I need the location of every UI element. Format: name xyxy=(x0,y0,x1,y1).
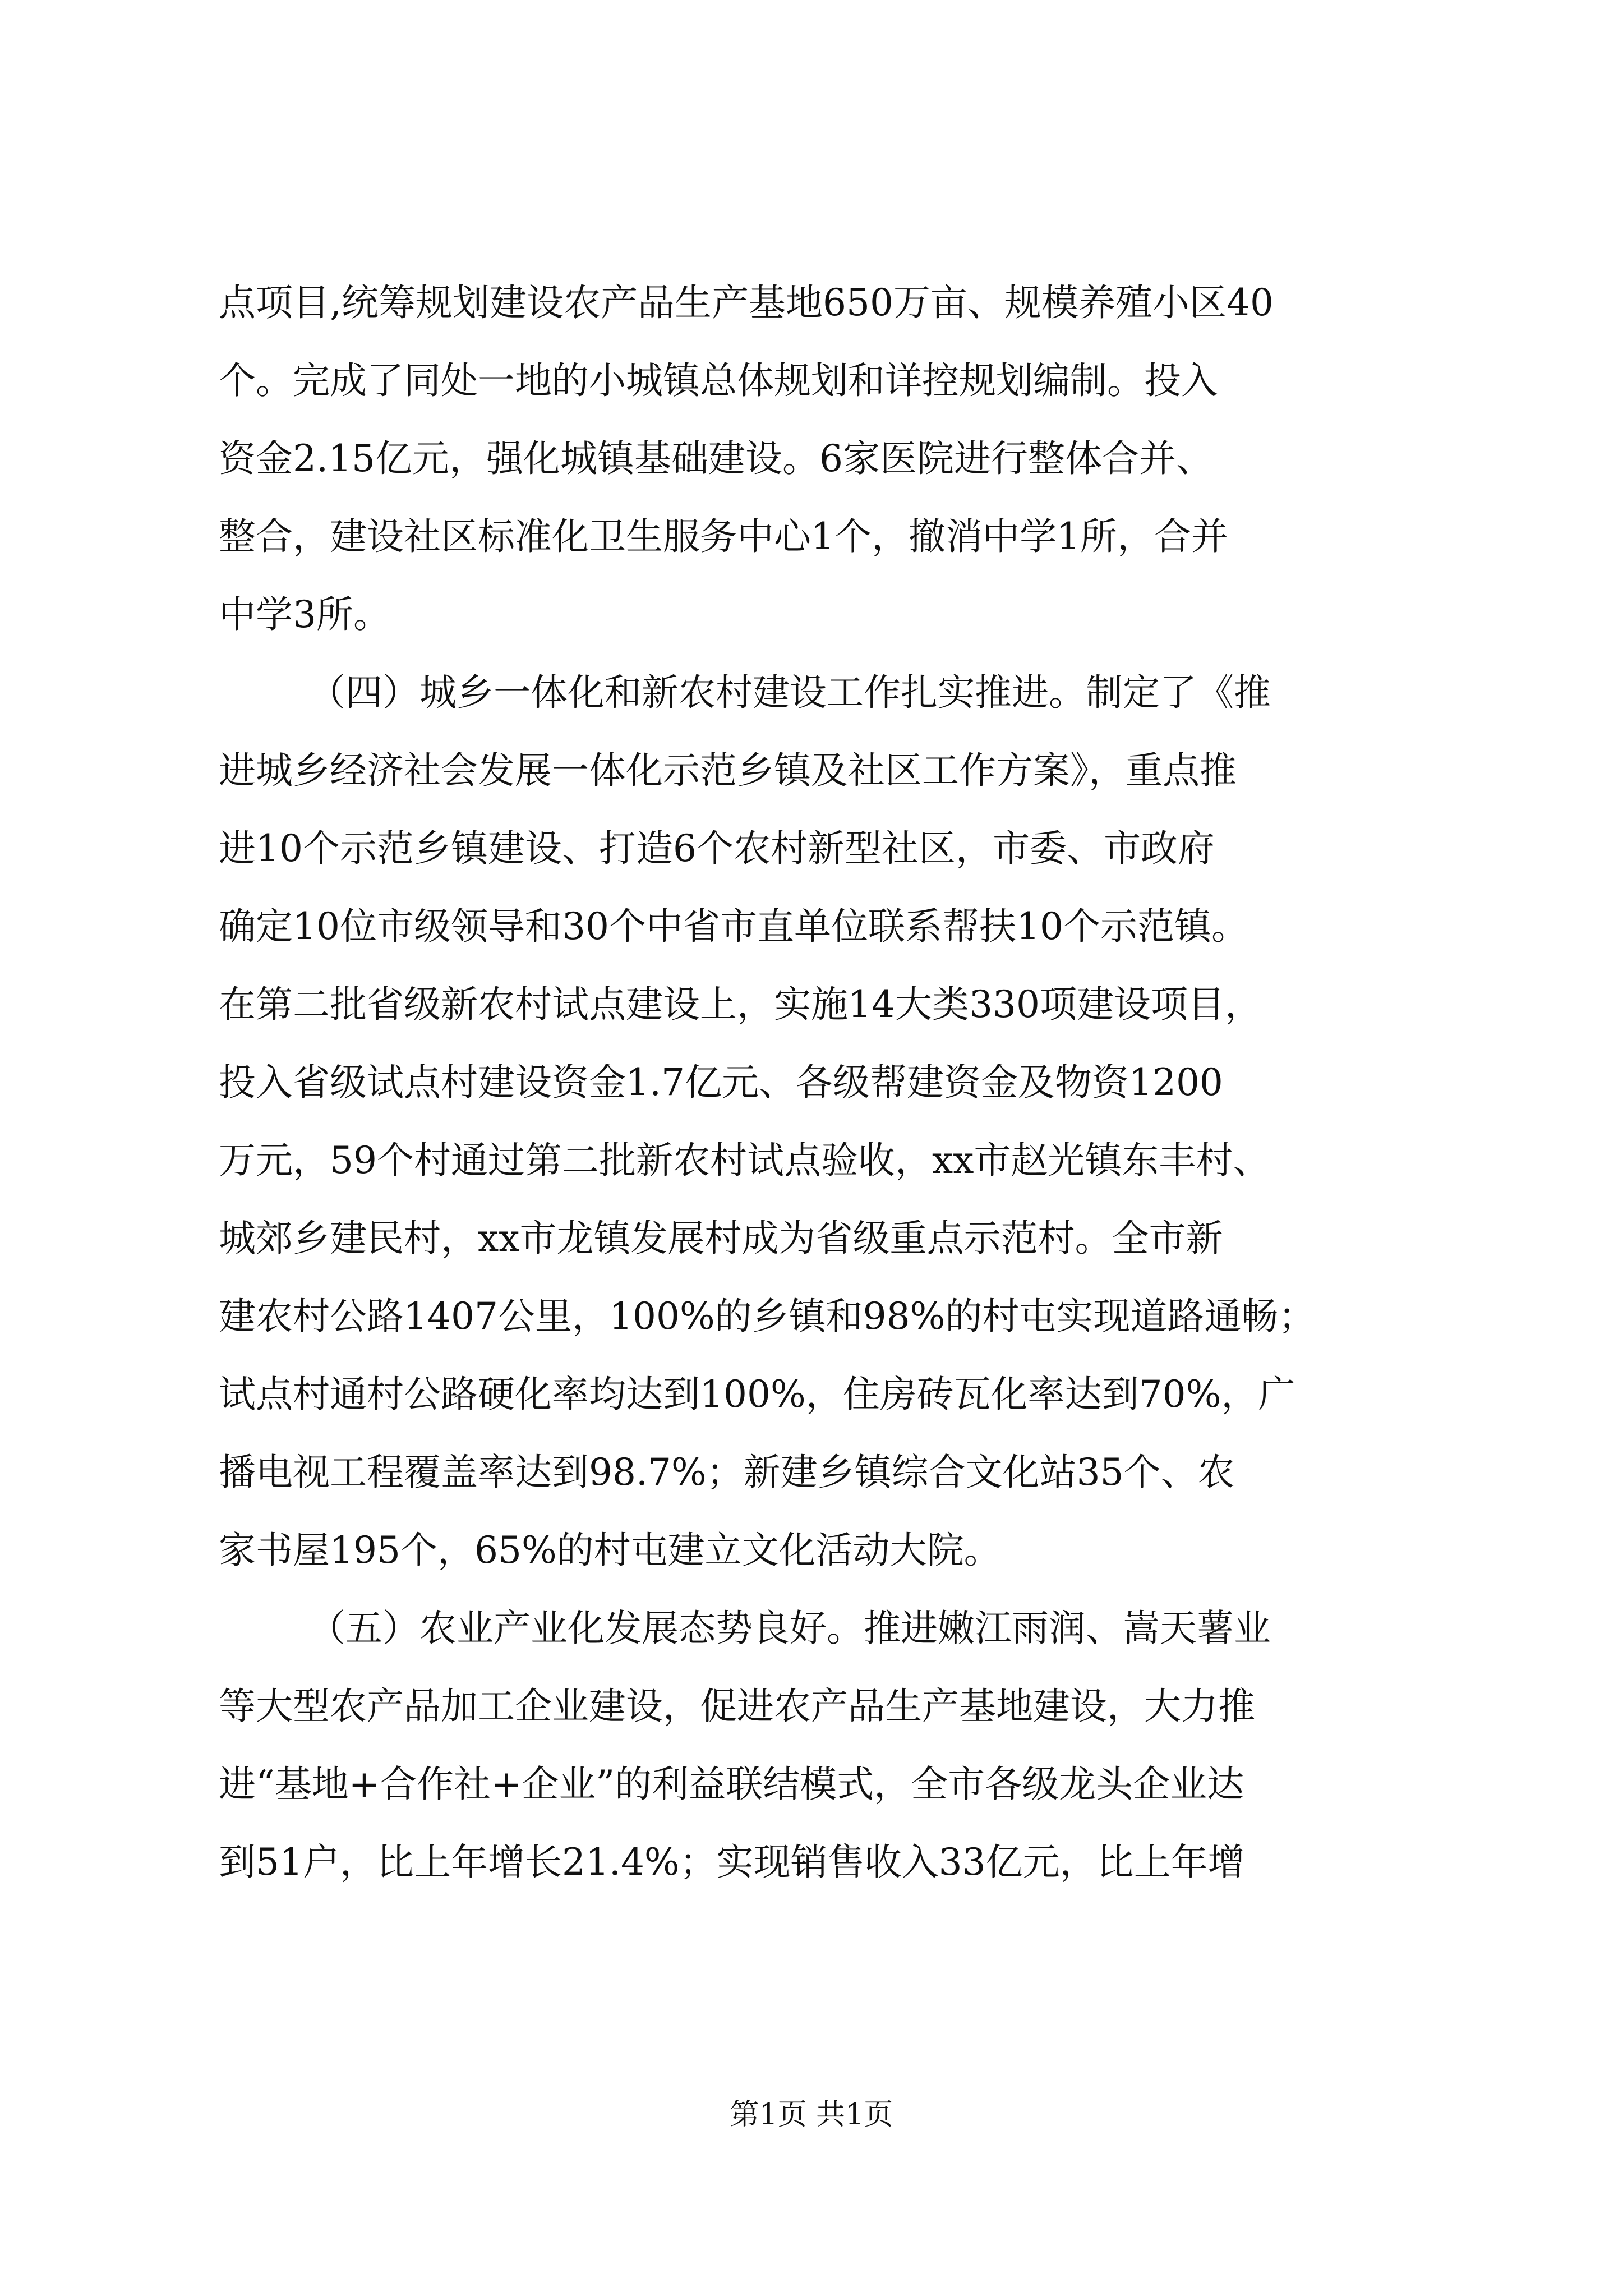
text-line: （四）城乡一体化和新农村建设工作扎实推进。制定了《推 xyxy=(308,671,1271,714)
text-line: 建农村公路1407公里，100%的乡镇和98%的村屯实现道路通畅； xyxy=(219,1295,1316,1338)
document-body xyxy=(219,264,1430,1901)
text-line: 进城乡经济社会发展一体化示范乡镇及社区工作方案》，重点推 xyxy=(219,749,1237,792)
text-line: （五）农业产业化发展态势良好。推进嫩江雨润、嵩天薯业 xyxy=(308,1607,1271,1650)
text-line: 到51户，比上年增长21.4%；实现销售收入33亿元，比上年增 xyxy=(219,1841,1245,1884)
text-line: 在第二批省级新农村试点建设上，实施14大类330项建设项目， xyxy=(219,983,1262,1026)
text-line: 进10个示范乡镇建设、打造6个农村新型社区，市委、市政府 xyxy=(219,827,1215,870)
text-line: 整合，建设社区标准化卫生服务中心1个，撤消中学1所，合并 xyxy=(219,515,1228,558)
page-footer: 第1页 共1页 xyxy=(730,2098,893,2132)
text-line: 万元，59个村通过第二批新农村试点验收，xx市赵光镇东丰村、 xyxy=(219,1139,1270,1182)
text-line: 家书屋195个，65%的村屯建立文化活动大院。 xyxy=(219,1529,1001,1572)
text-line: 个。完成了同处一地的小城镇总体规划和详控规划编制。投入 xyxy=(219,359,1218,402)
text-line: 点项目,统筹规划建设农产品生产基地650万亩、规模养殖小区40 xyxy=(219,281,1274,324)
text-line: 等大型农产品加工企业建设，促进农产品生产基地建设，大力推 xyxy=(219,1685,1255,1728)
text-line: 资金2.15亿元，强化城镇基础建设。6家医院进行整体合并、 xyxy=(219,437,1213,480)
text-line: 播电视工程覆盖率达到98.7%；新建乡镇综合文化站35个、农 xyxy=(219,1451,1235,1494)
text-line: 确定10位市级领导和30个中省市直单位联系帮扶10个示范镇。 xyxy=(219,905,1248,948)
text-line: 投入省级试点村建设资金1.7亿元、各级帮建资金及物资1200 xyxy=(219,1061,1223,1104)
text-line: 试点村通村公路硬化率均达到100%，住房砖瓦化率达到70%，广 xyxy=(219,1373,1295,1416)
text-line: 中学3所。 xyxy=(219,593,390,636)
text-line: 进“基地+合作社+企业”的利益联结模式，全市各级龙头企业达 xyxy=(219,1763,1244,1806)
text-line: 城郊乡建民村，xx市龙镇发展村成为省级重点示范村。全市新 xyxy=(219,1217,1223,1260)
